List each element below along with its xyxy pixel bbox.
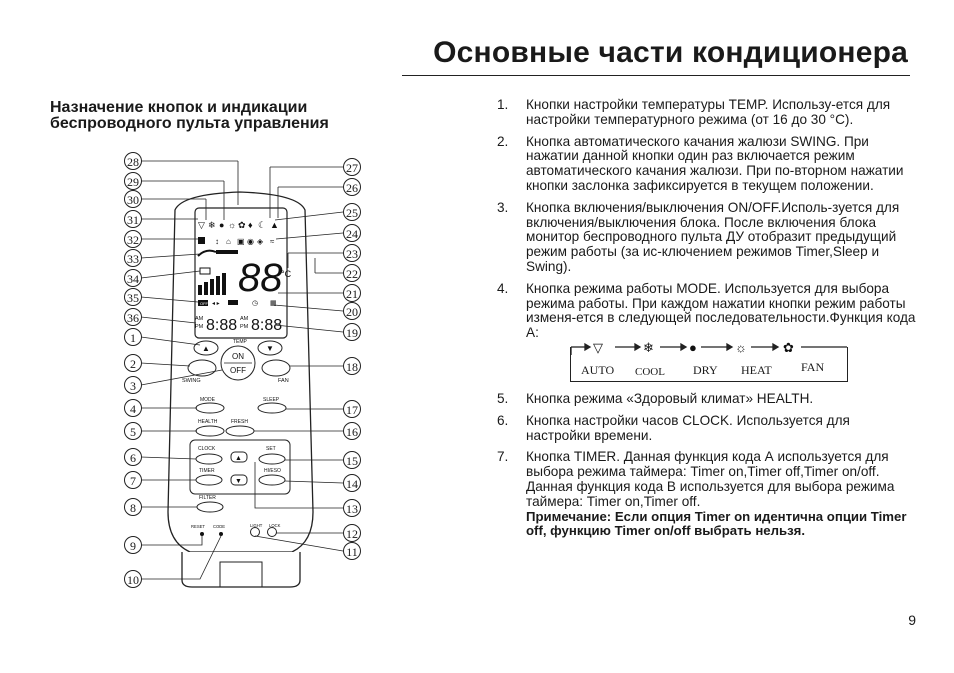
fan-icon: ✿ (238, 220, 246, 230)
callout-left-36: 36 (124, 308, 142, 326)
list-item-text: Кнопка режима работы MODE. Используется для выбора режима работы. При каждом нажатии кнопки режим работы изменя-ется в следующей последовательности.Функция кода А: (526, 280, 916, 341)
callout-right-19: 19 (343, 323, 361, 341)
callout-right-13: 13 (343, 499, 361, 517)
lcd-temp-unit: °C (281, 269, 292, 279)
callout-right-18: 18 (343, 357, 361, 375)
clock-label: CLOCK (198, 446, 216, 452)
callout-left-30: 30 (124, 190, 142, 208)
title-rule (402, 75, 910, 76)
timer-button[interactable] (196, 475, 222, 485)
filter-label: FILTER (199, 495, 216, 501)
fresh-label: FRESH (231, 419, 248, 425)
list-item-number: 6. (497, 412, 509, 428)
sun-icon: ☼ (228, 220, 237, 230)
lcd-arrows: ◂ ▸ (212, 301, 220, 307)
set-label: SET (266, 446, 276, 452)
callout-right-23: 23 (343, 244, 361, 262)
callout-left-7: 7 (124, 471, 142, 489)
drop-icon: ● (219, 220, 225, 230)
list-item-text: Кнопки настройки температуры TEMP. Использу-ется для настройки температурного режима (от 16 до 30 °С). (526, 97, 891, 127)
lock-button[interactable] (268, 528, 277, 537)
callout-left-33: 33 (124, 249, 142, 267)
mode-label-cool: COOL (635, 365, 665, 378)
mode-label-heat: HEAT (741, 362, 772, 377)
callout-right-22: 22 (343, 264, 361, 282)
callout-right-24: 24 (343, 224, 361, 242)
on-label: ON (232, 352, 244, 361)
clock-icon: ◷ (252, 300, 259, 307)
lcd-timer-right: 8:88 (251, 317, 283, 334)
callout-left-5: 5 (124, 422, 142, 440)
lcd-am-right: AM (240, 316, 249, 322)
callout-right-16: 16 (343, 422, 361, 440)
list-item-text: Кнопка автоматического качания жалюзи SWING. При нажатии данной кнопки один раз включается режим автоматического качания жалюзи. При по-вторном нажатии кнопки заслонка зафиксируется в текущем положении. (526, 133, 904, 193)
remote-base (182, 552, 300, 587)
callout-left-10: 10 (124, 570, 142, 588)
callout-right-17: 17 (343, 400, 361, 418)
callout-right-15: 15 (343, 451, 361, 469)
callout-right-11: 11 (343, 542, 361, 560)
auto-icon: ▽ (198, 220, 205, 230)
sleep-label: SLEEP (263, 397, 280, 403)
fan-speed-icon: ≈ (270, 237, 275, 246)
lcd-am-left: AM (195, 316, 204, 322)
list-item (497, 450, 917, 539)
page-title: Основные части кондиционера (433, 36, 908, 69)
list-item (497, 201, 917, 275)
callout-right-14: 14 (343, 474, 361, 492)
callout-left-2: 2 (124, 354, 142, 372)
remote-control-diagram (120, 150, 370, 590)
list-item (497, 392, 917, 407)
drop-icon: ● (689, 340, 697, 355)
hispeed-button[interactable] (259, 475, 285, 485)
swing-icon: ↕ (215, 237, 219, 246)
code-button[interactable] (219, 532, 223, 536)
list-item (497, 98, 917, 128)
list-item (497, 135, 917, 194)
callout-left-29: 29 (124, 172, 142, 190)
mode-button[interactable] (196, 403, 224, 413)
callout-right-27: 27 (343, 158, 361, 176)
time-up-arrow: ▲ (235, 455, 242, 462)
callout-right-25: 25 (343, 203, 361, 221)
list-item (497, 282, 917, 382)
list-item-text: Кнопка режима «Здоровый климат» HEALTH. (526, 390, 814, 406)
callout-left-4: 4 (124, 399, 142, 417)
section-subtitle: Назначение кнопок и индикации беспроводного пульта управления (50, 99, 329, 132)
fan-label: FAN (278, 378, 289, 384)
mode-label: MODE (200, 397, 215, 403)
callout-right-12: 12 (343, 524, 361, 542)
list-item-note: Примечание: Если опция Timer on идентична опции Timer off, функцию Timer on/off выбрать нельзя. (526, 508, 907, 539)
sun-icon: ☼ (735, 340, 747, 355)
list-item-text: Кнопка TIMER. Данная функция кода А используется для выбора режима таймера: Timer on,Timer off,Timer on/off. Данная функция кода В используется для выбора режима таймера: Timer on,Timer off. (526, 449, 895, 509)
grid-icon: ▦ (270, 300, 277, 307)
callout-left-31: 31 (124, 210, 142, 228)
list-item-number: 7. (497, 449, 509, 465)
filter-button[interactable] (197, 502, 223, 512)
auto-icon: ▽ (593, 340, 603, 355)
light-button[interactable] (251, 528, 260, 537)
health-button[interactable] (196, 426, 224, 436)
time-down-arrow: ▼ (235, 478, 242, 485)
callout-left-3: 3 (124, 376, 142, 394)
callout-right-26: 26 (343, 178, 361, 196)
swing-label: SWING (182, 378, 201, 384)
lamp-icon: ◉ (247, 237, 254, 246)
snowflake-icon: ❄ (643, 340, 654, 355)
signal-icon: ▲ (270, 220, 279, 230)
reset-label: RESET (191, 524, 205, 529)
snowflake-icon: ❄ (208, 220, 216, 230)
mode-sequence-icons (571, 341, 847, 355)
fan-icon: ✿ (783, 340, 794, 355)
mode-label-fan: FAN (801, 359, 825, 374)
list-item-text: Кнопка настройки часов CLOCK. Используется для настройки времени. (526, 412, 850, 443)
lock-icon: ▣ (237, 237, 245, 246)
health-label: HEALTH (198, 419, 218, 425)
lcd-pm-left: PM (195, 324, 204, 330)
lcd-timer-left: 8:88 (206, 317, 238, 334)
ion-icon: ◈ (257, 237, 264, 246)
list-item-number: 5. (497, 390, 509, 406)
fresh-button[interactable] (226, 426, 254, 436)
mode-label-auto: AUTO (581, 362, 615, 377)
callout-left-35: 35 (124, 288, 142, 306)
callout-left-34: 34 (124, 269, 142, 287)
sleep-button[interactable] (258, 403, 286, 413)
light-label: LIGHT (250, 523, 263, 528)
callout-left-1: 1 (124, 328, 142, 346)
list-item-number: 4. (497, 280, 509, 296)
callout-left-32: 32 (124, 230, 142, 248)
lcd-pm-right: PM (240, 324, 249, 330)
clock-button[interactable] (196, 454, 222, 464)
callout-right-20: 20 (343, 302, 361, 320)
off-label: OFF (230, 366, 246, 375)
lcd-temp-digits: 88 (238, 256, 283, 300)
timer-label: TIMER (199, 468, 215, 474)
page-number: 9 (908, 612, 916, 628)
hispeed-label: HI/ESO (264, 468, 281, 474)
callout-left-28: 28 (124, 152, 142, 170)
list-item-number: 3. (497, 199, 509, 215)
button-description-list (497, 98, 917, 546)
temp-up-arrow: ▲ (202, 344, 210, 353)
lcd-off-badge: OFF (200, 301, 208, 306)
code-label: CODE (213, 524, 226, 529)
list-item-number: 2. (497, 133, 509, 149)
lcd-bar (216, 250, 238, 254)
mode-sequence-diagram (570, 340, 848, 382)
set-button[interactable] (259, 454, 285, 464)
fan-button[interactable] (262, 360, 290, 376)
mode-label-dry: DRY (693, 362, 718, 377)
callout-right-21: 21 (343, 284, 361, 302)
callout-left-6: 6 (124, 448, 142, 466)
sleep-icon: ☾ (258, 220, 267, 230)
temp-label: TEMP (233, 339, 247, 345)
list-item-text: Кнопка включения/выключения ON/OFF.Исполь-зуется для включения/выключения блока. После включения блока монитор беспроводного пульта ДУ отобразит предыдущий режим работы (за ис-ключением режимов Timer,Sleep и Swing). (526, 199, 900, 274)
callout-left-8: 8 (124, 498, 142, 516)
house-icon: ⌂ (226, 237, 231, 246)
list-item-number: 1. (497, 97, 509, 112)
list-item (497, 414, 917, 444)
reset-button[interactable] (200, 532, 204, 536)
health-icon: ♦ (248, 220, 253, 230)
lock-label: LOCK (269, 523, 281, 528)
temp-down-arrow: ▼ (266, 344, 274, 353)
callout-left-9: 9 (124, 536, 142, 554)
